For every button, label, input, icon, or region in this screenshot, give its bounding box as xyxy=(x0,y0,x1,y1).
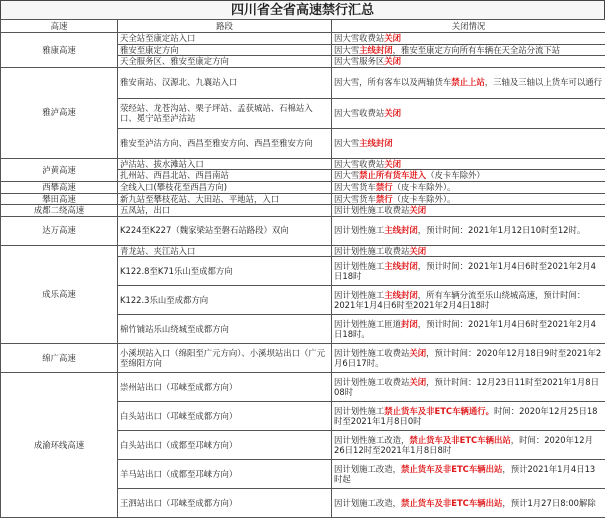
table-row xyxy=(1,344,605,373)
road-section: 天全站至康定站入口 xyxy=(118,33,332,45)
status-text: 因大雪 xyxy=(334,170,360,181)
road-section: 新九站至攀枝花站、大田站、平地站，入口 xyxy=(118,193,332,205)
status-highlight: 关闭 xyxy=(409,376,427,387)
highway-name: 西攀高速 xyxy=(1,181,118,193)
status-text: ，所有车辆分流至乐山绕城高速，预计时间：2021年1月4日6时至2021年2月4日18时 xyxy=(334,289,586,311)
closure-status xyxy=(332,245,605,257)
table-row xyxy=(1,67,605,98)
status-text: 因大雪货车 xyxy=(334,193,376,204)
road-section: K122.8至K71乐山至成都方向 xyxy=(118,257,332,286)
status-text: 因大雪，所有客车以及两轴货车 xyxy=(334,77,452,88)
status-highlight: 主线封闭 xyxy=(384,260,418,271)
status-highlight: 主线封闭 xyxy=(384,225,418,236)
status-text: ，时间：2020年12月26日12时至2021年1月8日8时 xyxy=(334,434,593,456)
highway-name: 成渝环线高速 xyxy=(1,373,118,518)
status-text: 因大雪 xyxy=(334,44,360,55)
road-section: 雅安至泸沽方向、西昌至雅安方向、西昌至雅安方向 xyxy=(118,128,332,158)
status-highlight: 主线封闭 xyxy=(384,289,418,300)
status-highlight: 禁止货车及非ETC车辆出站 xyxy=(401,498,503,509)
status-text: 因大雪服务区 xyxy=(334,56,385,67)
closure-status xyxy=(332,181,605,193)
status-highlight: 禁止货车及非ETC车辆出站 xyxy=(409,434,511,445)
highway-name: 达万高速 xyxy=(1,216,118,245)
closure-table xyxy=(0,19,605,518)
status-text: 因计划性施工收费站 xyxy=(334,205,410,216)
status-highlight: 关闭 xyxy=(409,205,427,216)
highway-name: 成都二绕高速 xyxy=(1,205,118,217)
table-row xyxy=(1,181,605,193)
status-text: （皮卡车除外）。 xyxy=(392,181,456,192)
closure-status xyxy=(332,67,605,98)
status-text: 因计划性施工匝道 xyxy=(334,318,401,329)
status-highlight: 禁行 xyxy=(375,181,393,192)
road-section: 荥经站、龙苍沟站、栗子坪站、孟获城站、石棉站入口、冕宁站至泸沽站 xyxy=(118,98,332,128)
closure-status xyxy=(332,193,605,205)
road-section: 全线入口(攀枝花至西昌方向) xyxy=(118,181,332,193)
closure-status xyxy=(332,44,605,56)
status-text: ，预计1月27日8:00解除 xyxy=(502,498,596,509)
closure-status xyxy=(332,33,605,45)
closure-status xyxy=(332,402,605,431)
highway-name: 雅泸高速 xyxy=(1,67,118,158)
status-text: 因计划施工改造， xyxy=(334,498,401,509)
table-row xyxy=(1,158,605,170)
road-section: 羊马站出口（成都至邛崃方向） xyxy=(118,460,332,489)
status-text: 因大雪 xyxy=(334,137,360,148)
status-text: 因计划性施工 xyxy=(334,225,385,236)
status-highlight: 主线封闭 xyxy=(359,137,393,148)
status-text: 因计划性施工 xyxy=(334,260,385,271)
status-text: 因计划性施工收费站 xyxy=(334,376,410,387)
status-highlight: 关闭 xyxy=(409,347,427,358)
road-section: 青龙站、夹江站入口 xyxy=(118,245,332,257)
road-section: 扎州站、西昌北站、西昌南站 xyxy=(118,170,332,182)
status-highlight: 关闭 xyxy=(384,56,401,67)
road-section: 王泗站出口（邛崃至成都方向） xyxy=(118,489,332,518)
status-text: 因大雪收费站 xyxy=(334,158,385,169)
closure-status xyxy=(332,431,605,460)
status-text: ，三轴及三轴以上货车可以通行 xyxy=(484,77,602,88)
table-row xyxy=(1,193,605,205)
road-section: 棉竹铺站乐山绕城至成都方向 xyxy=(118,315,332,344)
road-section: 天全服务区、雅安至康定方向 xyxy=(118,56,332,68)
status-text: 因大雪收费站 xyxy=(334,33,385,43)
status-highlight: 封闭 xyxy=(401,318,418,329)
header-row xyxy=(1,20,605,33)
table-row xyxy=(1,245,605,257)
closure-status xyxy=(332,170,605,182)
closure-status xyxy=(332,489,605,518)
status-highlight: 关闭 xyxy=(384,107,401,118)
status-highlight: 禁行 xyxy=(375,193,393,204)
highway-name: 成乐高速 xyxy=(1,245,118,344)
status-text: 因计划性施工改造， xyxy=(334,434,410,445)
highway-name: 攀田高速 xyxy=(1,193,118,205)
closure-status xyxy=(332,344,605,373)
status-highlight: 主线封闭 xyxy=(359,44,393,55)
status-text: 因计划性施工收费站 xyxy=(334,245,410,256)
highway-name: 雅康高速 xyxy=(1,33,118,68)
status-text: ，预计2021年1月4日13时起 xyxy=(334,463,596,485)
status-text: 因计划性施工收费站 xyxy=(334,347,410,358)
closure-status xyxy=(332,128,605,158)
status-text: ，雅安至康定方向所有车辆在天全站分流下站 xyxy=(392,44,561,55)
closure-status xyxy=(332,98,605,128)
road-section: 泸沽站、拔水滩站入口 xyxy=(118,158,332,170)
road-section: 崇州站出口（邛崃至成都方向） xyxy=(118,373,332,402)
page-title: 四川省全省高速禁行汇总 xyxy=(0,0,605,19)
table-body xyxy=(1,33,605,518)
table-row xyxy=(1,33,605,45)
closure-status xyxy=(332,216,605,245)
status-text: 因大雪货车 xyxy=(334,181,376,192)
header-closure-status: 关闭情况 xyxy=(332,20,605,33)
header-highway: 高速 xyxy=(1,20,118,33)
status-text: 因计划施工改造， xyxy=(334,463,401,474)
status-highlight: 关闭 xyxy=(384,158,401,169)
status-text: 时间：2020年12月25日18时至2021年1月8日0时 xyxy=(334,405,598,427)
road-section: 白头站出口（邛崃至成都方向） xyxy=(118,402,332,431)
table-row xyxy=(1,216,605,245)
closure-status xyxy=(332,460,605,489)
status-highlight: 禁止上站 xyxy=(451,77,485,88)
closure-status xyxy=(332,158,605,170)
closure-status xyxy=(332,56,605,68)
closure-status xyxy=(332,315,605,344)
highway-name: 泸黄高速 xyxy=(1,158,118,181)
table-row xyxy=(1,205,605,217)
status-text: ，预计时间：12月23日11时至2021年1月8日08时 xyxy=(334,376,599,398)
status-highlight: 禁止所有货车进入 xyxy=(359,170,427,181)
status-text: ，预计时间：2020年12月18日9时至2021年2月6日17时。 xyxy=(334,347,602,369)
status-text: （皮卡车除外） xyxy=(426,170,485,181)
road-section: 五凤站，出口 xyxy=(118,205,332,217)
road-section: K122.3乐山至成都方向 xyxy=(118,286,332,315)
status-highlight: 关闭 xyxy=(409,245,427,256)
status-text: （皮卡车除外）。 xyxy=(392,193,456,204)
table-row xyxy=(1,373,605,402)
status-highlight: 禁止货车及非ETC车辆出站 xyxy=(401,463,503,474)
road-section: 雅安南站、汉源北、九襄站入口 xyxy=(118,67,332,98)
closure-status xyxy=(332,205,605,217)
status-text: 因计划性施工 xyxy=(334,289,385,300)
road-section: K224至K227（魏家梁站至磐石站路段）双向 xyxy=(118,216,332,245)
status-text: ，预计时间：2021年1月4日6时至2021年2月4日18时。 xyxy=(334,318,596,340)
status-highlight: 禁止货车及非ETC车辆通行。 xyxy=(384,405,494,416)
header-road-section: 路段 xyxy=(118,20,332,33)
status-text: 因大雪收费站 xyxy=(334,107,385,118)
highway-name: 绵广高速 xyxy=(1,344,118,373)
status-text: ，预计时间：2021年1月4日6时至2021年2月4日18时 xyxy=(334,260,596,282)
status-text: 因计划性施工 xyxy=(334,405,385,416)
closure-status xyxy=(332,373,605,402)
road-section: 小溪坝站入口（绵阳至广元方向）、小溪坝站出口（广元至绵阳方向 xyxy=(118,344,332,373)
closure-status xyxy=(332,286,605,315)
closure-status xyxy=(332,257,605,286)
status-text: ，预计时间：2021年1月12日10时至12时。 xyxy=(417,225,586,236)
status-highlight: 关闭 xyxy=(384,33,401,43)
road-section: 白头站出口（成都至邛崃方向） xyxy=(118,431,332,460)
road-section: 雅安至康定方向 xyxy=(118,44,332,56)
